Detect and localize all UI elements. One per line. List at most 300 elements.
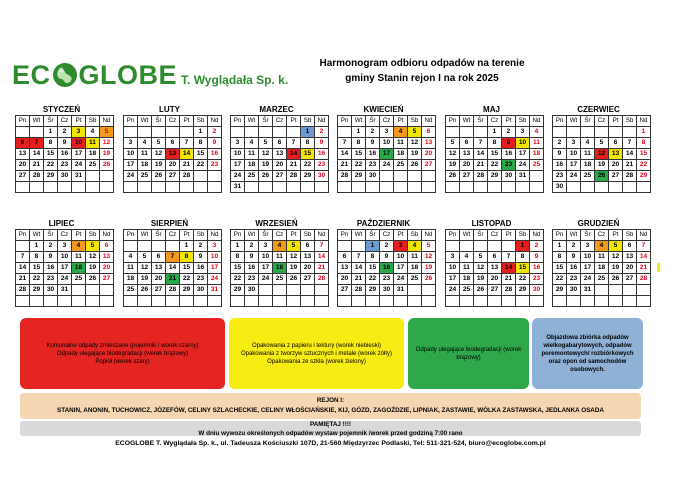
day-cell <box>502 296 516 307</box>
weekday-header: Cz <box>58 116 72 127</box>
day-cell: 1 <box>352 127 366 138</box>
weekday-header: Wt <box>352 116 366 127</box>
day-cell: 24 <box>394 274 408 285</box>
day-cell: 24 <box>516 160 530 171</box>
day-cell: 13 <box>16 149 30 160</box>
day-cell: 27 <box>422 160 436 171</box>
month-table <box>230 115 329 193</box>
day-cell: 20 <box>301 263 315 274</box>
day-cell: 14 <box>338 149 352 160</box>
day-cell: 12 <box>259 149 273 160</box>
day-cell: 28 <box>637 274 651 285</box>
day-cell <box>488 296 502 307</box>
day-cell: 30 <box>366 171 380 182</box>
day-cell <box>287 182 301 193</box>
day-cell: 12 <box>422 252 436 263</box>
day-cell: 6 <box>16 138 30 149</box>
day-cell <box>352 296 366 307</box>
weekday-header: Cz <box>58 230 72 241</box>
day-cell <box>502 241 516 252</box>
day-cell: 19 <box>86 263 100 274</box>
day-cell: 31 <box>516 171 530 182</box>
day-cell: 5 <box>138 252 152 263</box>
day-cell <box>474 296 488 307</box>
day-cell: 15 <box>488 149 502 160</box>
day-cell: 2 <box>366 127 380 138</box>
legend-red-2: Odpady ulegające biodegradacji (worek brązowy) <box>56 350 189 357</box>
day-cell: 22 <box>488 160 502 171</box>
footer-contact: ECOGLOBE T. Wyglądała Sp. k., ul. Tadeusza Kościuszki 107D, 21-560 Międzyrzec Podlaski, Tel: 511-321-524, biuro@ecoglobe.com.pl <box>115 440 546 447</box>
day-cell <box>208 171 222 182</box>
day-cell: 23 <box>567 274 581 285</box>
weekday-header: Pt <box>394 230 408 241</box>
day-cell: 11 <box>530 138 544 149</box>
weekday-header: Sb <box>194 116 208 127</box>
weekday-header: Pt <box>502 230 516 241</box>
day-cell: 28 <box>338 171 352 182</box>
day-cell: 20 <box>488 274 502 285</box>
day-cell: 3 <box>516 127 530 138</box>
day-cell: 20 <box>460 160 474 171</box>
day-cell: 3 <box>446 252 460 263</box>
day-cell: 5 <box>446 138 460 149</box>
weekday-header: Cz <box>595 116 609 127</box>
day-cell: 4 <box>530 127 544 138</box>
day-cell <box>138 296 152 307</box>
logo-main: GLOBE <box>78 59 178 90</box>
day-cell: 21 <box>352 274 366 285</box>
day-cell: 17 <box>394 263 408 274</box>
day-cell: 14 <box>30 149 44 160</box>
day-cell: 14 <box>315 252 329 263</box>
day-cell <box>474 241 488 252</box>
day-cell: 3 <box>380 127 394 138</box>
reminder-title: PAMIĘTAJ !!!! <box>20 421 641 436</box>
day-cell <box>460 241 474 252</box>
legend-yellow-3: Opakowania ze szkła (worek zielony) <box>267 358 366 365</box>
day-cell <box>194 182 208 193</box>
month-table <box>123 229 222 307</box>
day-cell: 7 <box>166 252 180 263</box>
day-cell <box>16 182 30 193</box>
month-calendar <box>552 218 648 307</box>
month-table <box>337 229 436 307</box>
day-cell: 7 <box>502 252 516 263</box>
day-cell: 11 <box>72 252 86 263</box>
day-cell: 11 <box>408 252 422 263</box>
day-cell <box>72 296 86 307</box>
day-cell: 4 <box>72 241 86 252</box>
weekday-header: Wt <box>352 230 366 241</box>
day-cell: 19 <box>138 274 152 285</box>
day-cell <box>30 127 44 138</box>
weekday-header: Sb <box>623 230 637 241</box>
day-cell: 20 <box>100 263 114 274</box>
day-cell <box>287 127 301 138</box>
day-cell: 14 <box>287 149 301 160</box>
day-cell <box>124 241 138 252</box>
weekday-header: Pn <box>231 116 245 127</box>
day-cell: 10 <box>124 149 138 160</box>
day-cell <box>273 182 287 193</box>
month-name: MAJ <box>483 105 500 114</box>
day-cell: 26 <box>446 171 460 182</box>
day-cell: 29 <box>488 171 502 182</box>
month-name: LUTY <box>159 105 180 114</box>
day-cell: 24 <box>58 274 72 285</box>
day-cell <box>609 296 623 307</box>
weekday-header: Pt <box>72 116 86 127</box>
day-cell: 14 <box>474 149 488 160</box>
day-cell: 27 <box>273 171 287 182</box>
day-cell <box>86 182 100 193</box>
month-calendar <box>445 104 541 193</box>
day-cell <box>58 182 72 193</box>
day-cell: 10 <box>380 138 394 149</box>
day-cell: 22 <box>301 160 315 171</box>
weekday-header: Nd <box>315 116 329 127</box>
day-cell: 11 <box>124 263 138 274</box>
day-cell <box>315 182 329 193</box>
day-cell: 2 <box>530 241 544 252</box>
day-cell: 4 <box>408 241 422 252</box>
day-cell <box>516 296 530 307</box>
day-cell: 18 <box>138 160 152 171</box>
day-cell: 29 <box>44 171 58 182</box>
day-cell <box>287 285 301 296</box>
day-cell: 14 <box>623 149 637 160</box>
weekday-header: Pn <box>553 116 567 127</box>
day-cell <box>446 127 460 138</box>
weekday-header: Pn <box>338 116 352 127</box>
day-cell <box>315 296 329 307</box>
legend-yellow-2: Opakowania z tworzyw sztucznych i metale (worek żółty) <box>240 350 393 357</box>
day-cell <box>595 285 609 296</box>
day-cell: 1 <box>180 241 194 252</box>
day-cell: 29 <box>553 285 567 296</box>
weekday-header: Cz <box>166 230 180 241</box>
day-cell: 30 <box>567 285 581 296</box>
day-cell: 4 <box>245 138 259 149</box>
weekday-header: Śr <box>44 116 58 127</box>
day-cell: 18 <box>394 149 408 160</box>
day-cell: 23 <box>58 160 72 171</box>
month-calendar <box>230 218 326 307</box>
day-cell: 3 <box>259 241 273 252</box>
day-cell: 10 <box>208 252 222 263</box>
day-cell: 21 <box>623 160 637 171</box>
day-cell: 25 <box>138 171 152 182</box>
day-cell: 18 <box>581 160 595 171</box>
day-cell <box>637 182 651 193</box>
day-cell: 31 <box>581 285 595 296</box>
day-cell: 4 <box>394 127 408 138</box>
day-cell: 26 <box>259 171 273 182</box>
day-cell: 30 <box>58 171 72 182</box>
day-cell: 11 <box>138 149 152 160</box>
day-cell: 9 <box>208 138 222 149</box>
day-cell <box>408 285 422 296</box>
day-cell: 19 <box>287 263 301 274</box>
weekday-header: Pn <box>124 116 138 127</box>
day-cell: 19 <box>474 274 488 285</box>
day-cell: 11 <box>394 138 408 149</box>
day-cell: 8 <box>194 138 208 149</box>
day-cell <box>446 296 460 307</box>
month-table <box>445 115 544 193</box>
day-cell: 23 <box>208 160 222 171</box>
day-cell <box>338 127 352 138</box>
day-cell: 2 <box>58 127 72 138</box>
day-cell: 27 <box>609 171 623 182</box>
day-cell: 25 <box>273 274 287 285</box>
weekday-header: Śr <box>474 116 488 127</box>
day-cell <box>152 241 166 252</box>
day-cell <box>567 127 581 138</box>
day-cell: 18 <box>460 274 474 285</box>
day-cell: 26 <box>287 274 301 285</box>
day-cell <box>259 285 273 296</box>
day-cell: 25 <box>530 160 544 171</box>
day-cell: 27 <box>16 171 30 182</box>
weekday-header: Śr <box>44 230 58 241</box>
day-cell: 1 <box>301 127 315 138</box>
day-cell: 17 <box>231 160 245 171</box>
month-name: PAŹDZIERNIK <box>356 219 411 228</box>
day-cell: 29 <box>30 285 44 296</box>
day-cell: 12 <box>408 138 422 149</box>
day-cell: 6 <box>100 241 114 252</box>
day-cell: 20 <box>273 160 287 171</box>
day-cell: 23 <box>553 171 567 182</box>
day-cell: 21 <box>16 274 30 285</box>
day-cell: 1 <box>44 127 58 138</box>
month-name: STYCZEŃ <box>42 105 81 114</box>
day-cell: 12 <box>446 149 460 160</box>
day-cell <box>581 127 595 138</box>
day-cell: 7 <box>352 252 366 263</box>
day-cell: 5 <box>152 138 166 149</box>
legend-blue-1: Objazdowa zbiórka odpadów wielkogabarytowych, odpadów poremontowych/ rozbiórkowych oraz opon od samochodów osobowych. <box>541 334 634 373</box>
weekday-header: Nd <box>637 116 651 127</box>
weekday-header: Pn <box>16 116 30 127</box>
day-cell: 17 <box>516 149 530 160</box>
weekday-header: Pn <box>231 230 245 241</box>
day-cell <box>208 182 222 193</box>
month-calendar <box>552 104 648 193</box>
day-cell <box>502 182 516 193</box>
day-cell: 10 <box>394 252 408 263</box>
day-cell <box>86 296 100 307</box>
day-cell: 13 <box>460 149 474 160</box>
month-name: LIPIEC <box>48 219 75 228</box>
day-cell: 17 <box>58 263 72 274</box>
day-cell: 24 <box>124 171 138 182</box>
day-cell <box>408 296 422 307</box>
title-line-2: gminy Stanin rejon I na rok 2025 <box>345 73 499 84</box>
weekday-header: Śr <box>474 230 488 241</box>
day-cell <box>273 127 287 138</box>
day-cell <box>595 127 609 138</box>
day-cell: 19 <box>446 160 460 171</box>
day-cell: 11 <box>273 252 287 263</box>
day-cell <box>352 241 366 252</box>
weekday-header: Pn <box>446 230 460 241</box>
weekday-header: Pn <box>124 230 138 241</box>
day-cell: 14 <box>502 263 516 274</box>
weekday-header: Pt <box>287 116 301 127</box>
day-cell: 3 <box>58 241 72 252</box>
day-cell: 7 <box>637 241 651 252</box>
day-cell <box>301 296 315 307</box>
day-cell: 30 <box>245 285 259 296</box>
logo-text: EC GLOBE <box>12 59 178 90</box>
day-cell <box>58 296 72 307</box>
day-cell <box>637 296 651 307</box>
day-cell: 3 <box>581 241 595 252</box>
day-cell: 12 <box>595 149 609 160</box>
day-cell <box>394 171 408 182</box>
day-cell <box>30 182 44 193</box>
day-cell: 11 <box>245 149 259 160</box>
day-cell <box>366 296 380 307</box>
day-cell: 24 <box>446 285 460 296</box>
weekday-header: Sb <box>301 116 315 127</box>
day-cell: 6 <box>488 252 502 263</box>
day-cell: 22 <box>180 274 194 285</box>
day-cell: 28 <box>30 171 44 182</box>
day-cell: 25 <box>394 160 408 171</box>
weekday-header: Wt <box>245 230 259 241</box>
day-cell: 7 <box>30 138 44 149</box>
legend-mixed-waste <box>20 318 225 389</box>
day-cell: 27 <box>100 274 114 285</box>
day-cell: 2 <box>553 138 567 149</box>
day-cell <box>422 171 436 182</box>
day-cell <box>259 296 273 307</box>
day-cell: 13 <box>166 149 180 160</box>
day-cell: 10 <box>58 252 72 263</box>
day-cell: 17 <box>581 263 595 274</box>
day-cell <box>530 182 544 193</box>
day-cell <box>245 296 259 307</box>
day-cell <box>567 296 581 307</box>
day-cell: 11 <box>595 252 609 263</box>
day-cell: 28 <box>180 171 194 182</box>
month-table <box>123 115 222 193</box>
weekday-header: Pt <box>287 230 301 241</box>
day-cell <box>86 285 100 296</box>
day-cell: 29 <box>301 171 315 182</box>
day-cell: 11 <box>581 149 595 160</box>
day-cell: 9 <box>530 252 544 263</box>
region-title: REJON I: <box>316 397 345 404</box>
weekday-header: Pt <box>180 116 194 127</box>
region-box <box>20 393 641 419</box>
day-cell <box>259 127 273 138</box>
page-title <box>302 56 542 86</box>
day-cell <box>194 171 208 182</box>
month-table <box>337 115 436 193</box>
weekday-header: Pt <box>72 230 86 241</box>
weekday-header: Sb <box>408 116 422 127</box>
day-cell: 4 <box>460 252 474 263</box>
day-cell: 8 <box>352 138 366 149</box>
day-cell <box>138 241 152 252</box>
day-cell <box>44 182 58 193</box>
day-cell: 5 <box>422 241 436 252</box>
day-cell: 13 <box>488 263 502 274</box>
legend-yellow-1: Opakowania z papieru i tektury (worek niebieski) <box>251 342 382 349</box>
day-cell: 10 <box>516 138 530 149</box>
month-calendar <box>15 218 111 307</box>
day-cell: 22 <box>516 274 530 285</box>
day-cell: 28 <box>287 171 301 182</box>
day-cell: 9 <box>502 138 516 149</box>
weekday-header: Wt <box>460 230 474 241</box>
day-cell: 9 <box>567 252 581 263</box>
day-cell <box>124 296 138 307</box>
day-cell: 3 <box>208 241 222 252</box>
day-cell <box>100 182 114 193</box>
day-cell <box>180 127 194 138</box>
day-cell: 2 <box>44 241 58 252</box>
day-cell: 26 <box>422 274 436 285</box>
day-cell <box>609 127 623 138</box>
day-cell: 16 <box>194 263 208 274</box>
day-cell: 17 <box>567 160 581 171</box>
day-cell: 4 <box>581 138 595 149</box>
day-cell: 2 <box>567 241 581 252</box>
weekday-header: Cz <box>166 116 180 127</box>
weekday-header: Wt <box>138 116 152 127</box>
weekday-header: Wt <box>567 230 581 241</box>
day-cell: 20 <box>152 274 166 285</box>
day-cell: 13 <box>338 263 352 274</box>
day-cell <box>259 182 273 193</box>
day-cell: 5 <box>474 252 488 263</box>
day-cell: 5 <box>100 127 114 138</box>
day-cell: 12 <box>474 263 488 274</box>
day-cell: 13 <box>100 252 114 263</box>
day-cell: 15 <box>194 149 208 160</box>
weekday-header: Śr <box>581 230 595 241</box>
day-cell: 26 <box>609 274 623 285</box>
day-cell: 16 <box>502 149 516 160</box>
weekday-header: Nd <box>315 230 329 241</box>
day-cell: 8 <box>180 252 194 263</box>
weekday-header: Cz <box>488 116 502 127</box>
day-cell <box>553 127 567 138</box>
weekday-header: Śr <box>152 230 166 241</box>
day-cell <box>488 241 502 252</box>
day-cell: 8 <box>553 252 567 263</box>
month-calendar <box>230 104 326 193</box>
day-cell: 22 <box>352 160 366 171</box>
day-cell <box>16 241 30 252</box>
day-cell <box>86 171 100 182</box>
month-name: LISTOPAD <box>471 219 512 228</box>
day-cell: 22 <box>231 274 245 285</box>
weekday-header: Cz <box>380 116 394 127</box>
day-cell: 22 <box>30 274 44 285</box>
day-cell: 19 <box>100 149 114 160</box>
day-cell: 2 <box>194 241 208 252</box>
month-table <box>552 229 651 307</box>
day-cell: 30 <box>194 285 208 296</box>
day-cell: 28 <box>315 274 329 285</box>
day-cell: 26 <box>138 285 152 296</box>
